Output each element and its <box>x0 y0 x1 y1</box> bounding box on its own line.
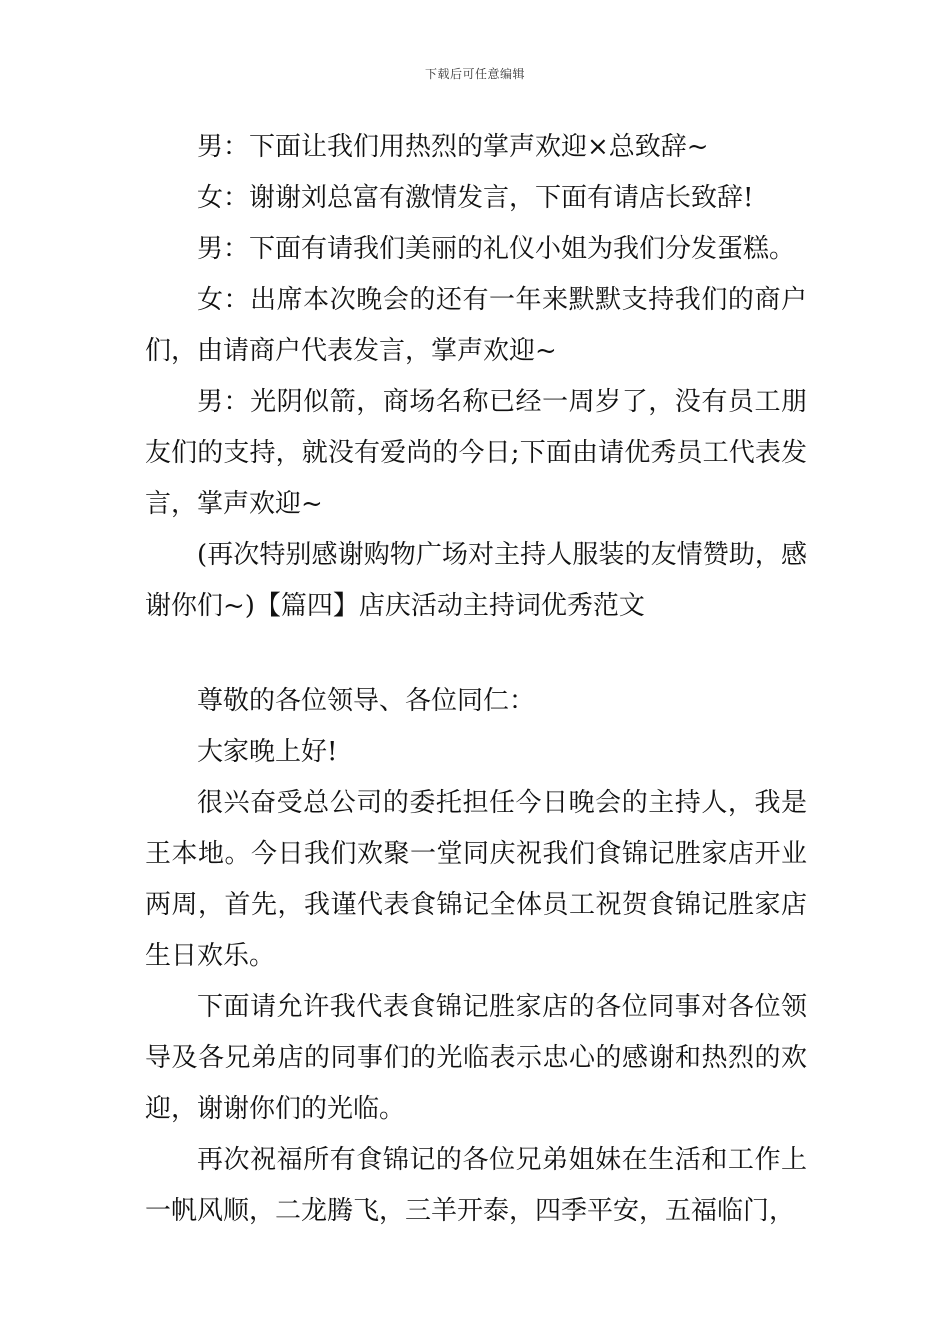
body-paragraph: 下面请允许我代表食锦记胜家店的各位同事对各位领导及各兄弟店的同事们的光临表示忠心的感谢和热烈的欢迎，谢谢你们的光临。 <box>145 992 807 1124</box>
dialogue-paragraph: 男：光阴似箭，商场名称已经一周岁了，没有员工朋友们的支持，就没有爱尚的今日;下面由请优秀员工代表发言，掌声欢迎~ <box>145 387 807 519</box>
salutation-paragraph: 尊敬的各位领导、各位同仁： <box>197 686 536 716</box>
dialogue-paragraph: 女：谢谢刘总富有激情发言，下面有请店长致辞! <box>197 183 754 213</box>
section-heading-paragraph: (再次特别感谢购物广场对主持人服装的友情赞助，感谢你们~)【篇四】店庆活动主持词优秀范文 <box>145 540 807 621</box>
body-paragraph: 再次祝福所有食锦记的各位兄弟姐妹在生活和工作上一帆风顺，二龙腾飞，三羊开泰，四季平安，五福临门， <box>145 1145 807 1226</box>
document-body <box>145 122 807 1237</box>
body-paragraph: 很兴奋受总公司的委托担任今日晚会的主持人，我是王本地。今日我们欢聚一堂同庆祝我们食锦记胜家店开业两周，首先，我谨代表食锦记全体员工祝贺食锦记胜家店生日欢乐。 <box>145 788 807 971</box>
dialogue-paragraph: 男：下面有请我们美丽的礼仪小姐为我们分发蛋糕。 <box>197 234 796 264</box>
dialogue-paragraph: 女：出席本次晚会的还有一年来默默支持我们的商户们，由请商户代表发言，掌声欢迎~ <box>145 285 807 366</box>
page-header-note: 下载后可任意编辑 <box>424 67 525 81</box>
greeting-paragraph: 大家晚上好! <box>197 737 338 767</box>
dialogue-paragraph: 男：下面让我们用热烈的掌声欢迎×总致辞~ <box>197 132 709 162</box>
